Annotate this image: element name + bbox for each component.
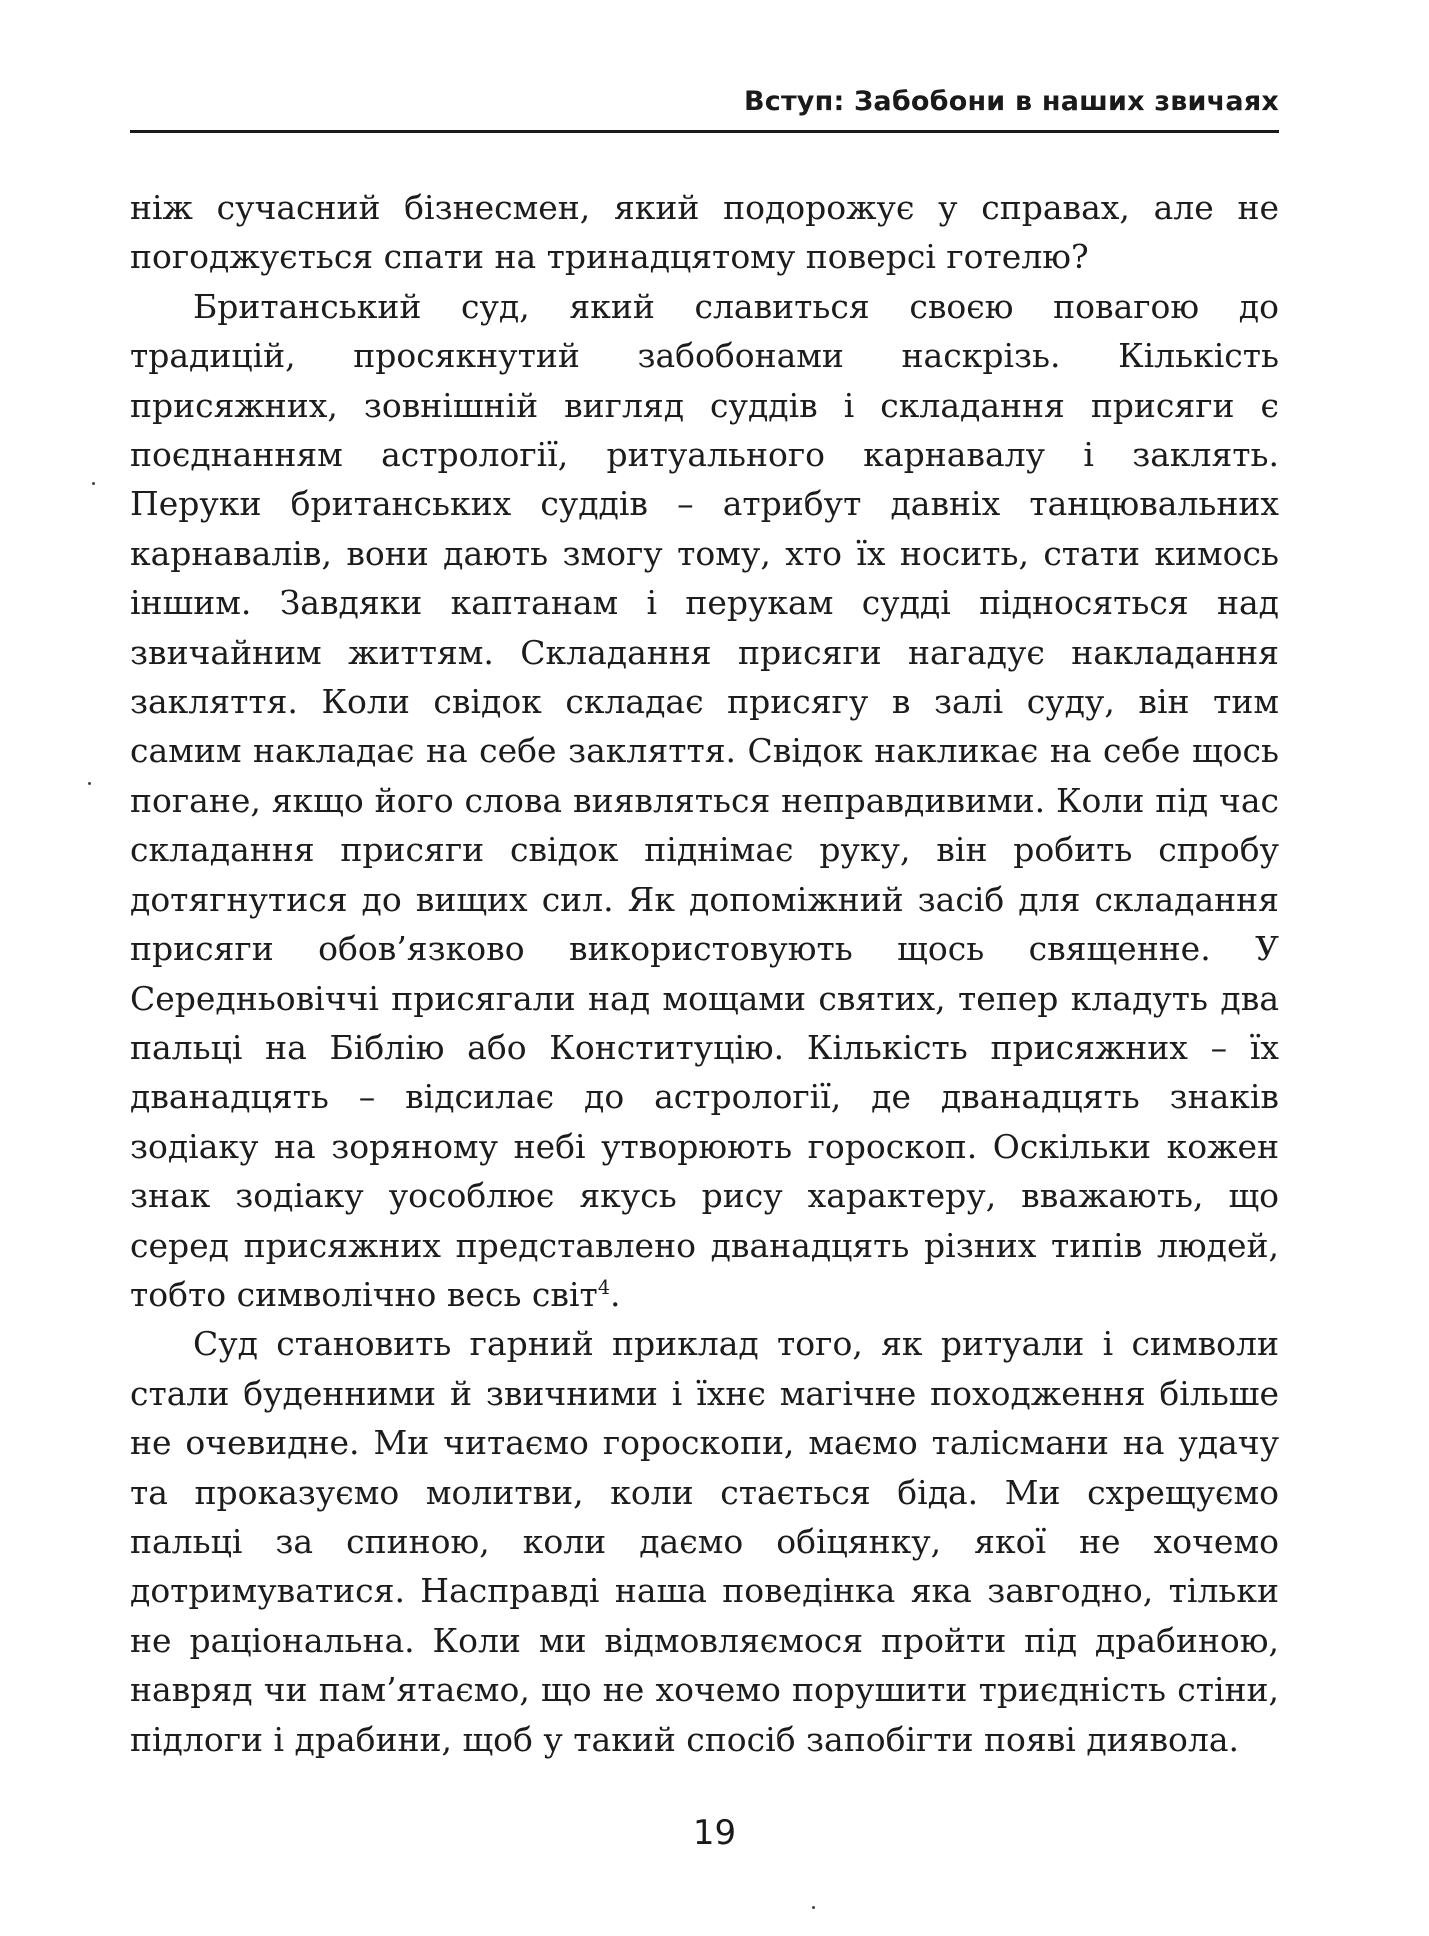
paragraph-british-court	[130, 282, 1279, 1320]
scan-speck	[92, 482, 95, 485]
scan-speck	[812, 1906, 815, 1909]
header-rule	[130, 130, 1279, 133]
closing-period: .	[609, 1274, 621, 1314]
running-header: Вступ: Забобони в наших звичаях	[743, 86, 1279, 117]
page-number: 19	[692, 1813, 737, 1853]
paragraph-text: Британський суд, який славиться своєю повагою до традицій, просякнутий забобонами наскрізь. Кількість присяжних, зовнішній вигляд суддів і складання присяги є поєднанням астрології, ритуального карнавалу і заклять. Перуки британських суддів – атрибут давніх танцювальних карнавалів, вони дають змогу тому, хто їх носить, стати кимось іншим. Завдяки каптанам і перукам судді підносяться над звичайним життям. Складання присяги нагадує накладання закляття. Коли свідок складає присягу в залі суду, він тим самим накладає на себе закляття. Свідок накликає на себе щось погане, якщо його слова виявляться неправдивими. Коли під час складання присяги свідок піднімає руку, він робить спробу дотягнутися до вищих сил. Як допоміжний засіб для складання присяги обов’язково використовують щось священне. У Середньовіччі присягали над мощами святих, тепер кладуть два пальці на Біблію або Конституцію. Кількість присяжних – їх дванадцять – відсилає до астрології, де дванадцять знаків зодіаку на зоряному небі утворюють гороскоп. Оскільки кожен знак зодіаку уособлює якусь рису характеру, вважають, що серед присяжних представлено дванадцять різних типів людей, тобто символічно весь світ	[130, 286, 1279, 1314]
body-text	[130, 183, 1279, 1764]
paragraph-continuation: ніж сучасний бізнесмен, який подорожує у справах, але не погоджується спати на тринадцятому поверсі готелю?	[130, 188, 1279, 277]
paragraph-rituals: Суд становить гарний приклад того, як ритуали і символи стали буденними й звичними і їхнє магічне походження більше не очевидне. Ми читаємо гороскопи, маємо талісмани на удачу та проказуємо молитви, коли стається біда. Ми схрещуємо пальці за спиною, коли даємо обіцянку, якої не хочемо дотримуватися. Насправді наша поведінка яка завгодно, тільки не раціональна. Коли ми відмовляємося пройти під драбиною, навряд чи пам’ятаємо, що не хочемо порушити триєдність стіни, підлоги і драбини, щоб у такий спосіб запобігти появі диявола.	[130, 1324, 1279, 1759]
scan-speck	[88, 782, 91, 785]
footnote-marker[interactable]: 4	[597, 1276, 610, 1300]
